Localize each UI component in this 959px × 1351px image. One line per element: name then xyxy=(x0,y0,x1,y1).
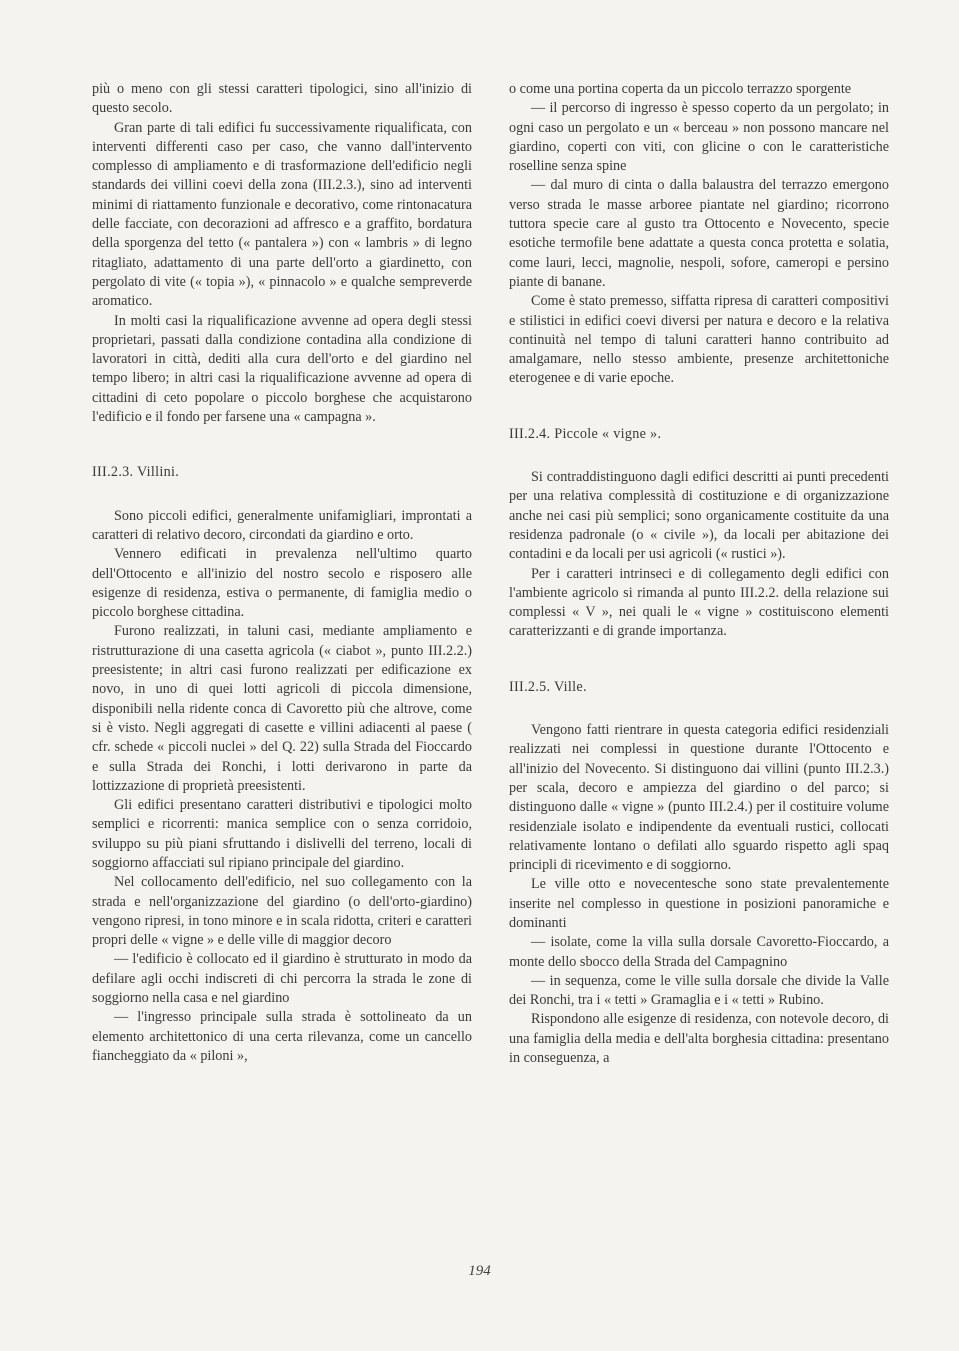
paragraph: Come è stato premesso, siffatta ripresa di caratteri compositivi e stilistici in edifici coevi diversi per natura e decoro e la relativa continuità nel tempo di taluni caratteri hanno contribuito ad amalgamare, nello stesso ambiente, presenze architettoniche eterogenee e di varie epoche. xyxy=(509,293,889,387)
left-column xyxy=(92,80,472,1066)
paragraph: — dal muro di cinta o dalla balaustra del terrazzo emergono verso strada le masse arboree piantate nel giardino; ricorrono tuttora specie care al gusto tra Ottocento e Novecento, specie esotiche termofile bene adattate a questa conca protetta e solatia, come lauri, lecci, magnolie, nespoli, sofore, cameropi e persino piante di banane. xyxy=(509,177,889,290)
paragraph: Sono piccoli edifici, generalmente unifamigliari, improntati a caratteri di relativo decoro, circondati da giardino e orto. xyxy=(92,507,472,543)
paragraph: Vennero edificati in prevalenza nell'ultimo quarto dell'Ottocento e all'inizio del nostro secolo e risposero alle esigenze di residenza, estiva o permanente, di famiglia medio o piccolo borghese cittadina. xyxy=(92,546,472,621)
paragraph: — il percorso di ingresso è spesso coperto da un pergolato; in ogni caso un pergolato e un « berceau » non possono mancare nel giardino, coperti con viti, con glicine o con le caratteristiche roselline senza spine xyxy=(509,100,889,175)
paragraph: Gli edifici presentano caratteri distributivi e tipologici molto semplici e ricorrenti: manica semplice con o senza corridoio, sviluppo su più piani sfruttando i dislivelli del terreno, locali di soggiorno affacciati sul ripiano principale del giardino. xyxy=(92,797,472,871)
paragraph: Le ville otto e novecentesche sono state prevalentemente inserite nel complesso in questione in posizioni panoramiche e dominanti xyxy=(509,876,889,931)
right-column xyxy=(509,80,889,1068)
section-heading-ville: III.2.5. Ville. xyxy=(509,678,587,695)
paragraph: Rispondono alle esigenze di residenza, con notevole decoro, di una famiglia della media e dell'alta borghesia cittadina: presentano in conseguenza, a xyxy=(509,1011,889,1067)
paragraph: Si contraddistinguono dagli edifici descritti ai punti precedenti per una relativa complessità di costituzione e di organizzazione anche nei casi più semplici; sono organicamente costituite da una residenza padronale (o « civile »), da locali per abitazione dei contadini e da locali per usi agricoli (« rustici »). xyxy=(509,469,889,563)
paragraph: In molti casi la riqualificazione avvenne ad opera degli stessi proprietari, passati dalla condizione contadina alla condizione di lavoratori in città, dediti alla cura dell'orto e del giardino nel tempo libero; in altri casi la riqualificazione avvenne ad opera di cittadini di ceto popolare o piccolo borghese che acquistarono l'edificio e il fondo per farsene una « campagna ». xyxy=(92,312,472,426)
paragraph: Nel collocamento dell'edificio, nel suo collegamento con la strada e nell'organizzazione del giardino (o dell'orto-giardino) vengono ripresi, in tono minore e in scala ridotta, criteri e caratteri propri delle « vigne » e delle ville di maggior decoro xyxy=(92,874,472,949)
paragraph: o come una portina coperta da un piccolo terrazzo sporgente xyxy=(509,81,852,97)
paragraph: più o meno con gli stessi caratteri tipologici, sino all'inizio di questo secolo. xyxy=(92,81,472,117)
section-heading-piccole-vigne: III.2.4. Piccole « vigne ». xyxy=(509,425,662,442)
paragraph: Vengono fatti rientrare in questa categoria edifici residenziali realizzati nei complessi in questione durante l'Ottocento e all'inizio del Novecento. Si distinguono dai villini (punto III.2.3.) per scala, decoro e ampiezza del giardino o del parco; si distinguono dalle « vigne » (punto III.2.4.) per il costituire volume residenziale isolato e indipendente da eventuali rustici, collocati relativamente lontano o defilati allo sguardo rispetto agli spaq principli di ricevimento e di soggiorno. xyxy=(509,722,889,874)
page-number: 194 xyxy=(468,1263,491,1279)
paragraph: — in sequenza, come le ville sulla dorsale che divide la Valle dei Ronchi, tra i « tetti » Gramaglia e i « tetti » Rubino. xyxy=(509,972,889,1009)
paragraph: Furono realizzati, in taluni casi, mediante ampliamento e ristrutturazione di una casetta agricola (« ciabot », punto III.2.2.) preesistente; in altri casi furono realizzati per edificazione ex novo, in uno di quei lotti agricoli di piccola dimensione, disponibili nella ridente conca di Cavoretto più che altrove, come si è visto. Negli aggregati di casette e villini adiacenti al paese ( cfr. schede « piccoli nuclei » del Q. 22) sulla Strada del Fioccardo e sulla Strada dei Ronchi, i lotti derivarono in parte da lottizzazione di proprietà preesistenti. xyxy=(92,623,472,794)
section-heading-villini: III.2.3. Villini. xyxy=(92,464,180,481)
paragraph: Per i caratteri intrinseci e di collegamento degli edifici con l'ambiente agricolo si rimanda al punto III.2.2. della relazione sui complessi « V », nei quali le « vigne » costituiscono elementi caratterizzanti e di grande importanza. xyxy=(509,565,889,640)
paragraph: — isolate, come la villa sulla dorsale Cavoretto-Fioccardo, a monte dello sbocco della Strada del Campagnino xyxy=(509,934,889,970)
paragraph: Gran parte di tali edifici fu successivamente riqualificata, con interventi differenti caso per caso, che vanno dall'intervento complesso di ampliamento e di trasformazione dell'edificio negli standards dei villini coevi della zona (III.2.3.), sino ad interventi minimi di riattamento funzionale e decorativo, come rintonacatura delle facciate, con decorazioni ad affresco e a graffito, bordatura della sporgenza del tetto (« pantalera ») con « lambris » di legno ritagliato, adattamento di una parte dell'orto a giardinetto, con pergolato di vite (« topia »), « pinnacolo » e qualche sempreverde aromatico. xyxy=(92,119,472,310)
paragraph: — l'edificio è collocato ed il giardino è strutturato in modo da defilare agli occhi indiscreti di chi percorra la strada le zone di soggiorno nella casa e nel giardino xyxy=(92,951,472,1007)
paragraph: — l'ingresso principale sulla strada è sottolineato da un elemento architettonico di una certa rilevanza, come un cancello fiancheggiato da « piloni », xyxy=(92,1009,472,1064)
